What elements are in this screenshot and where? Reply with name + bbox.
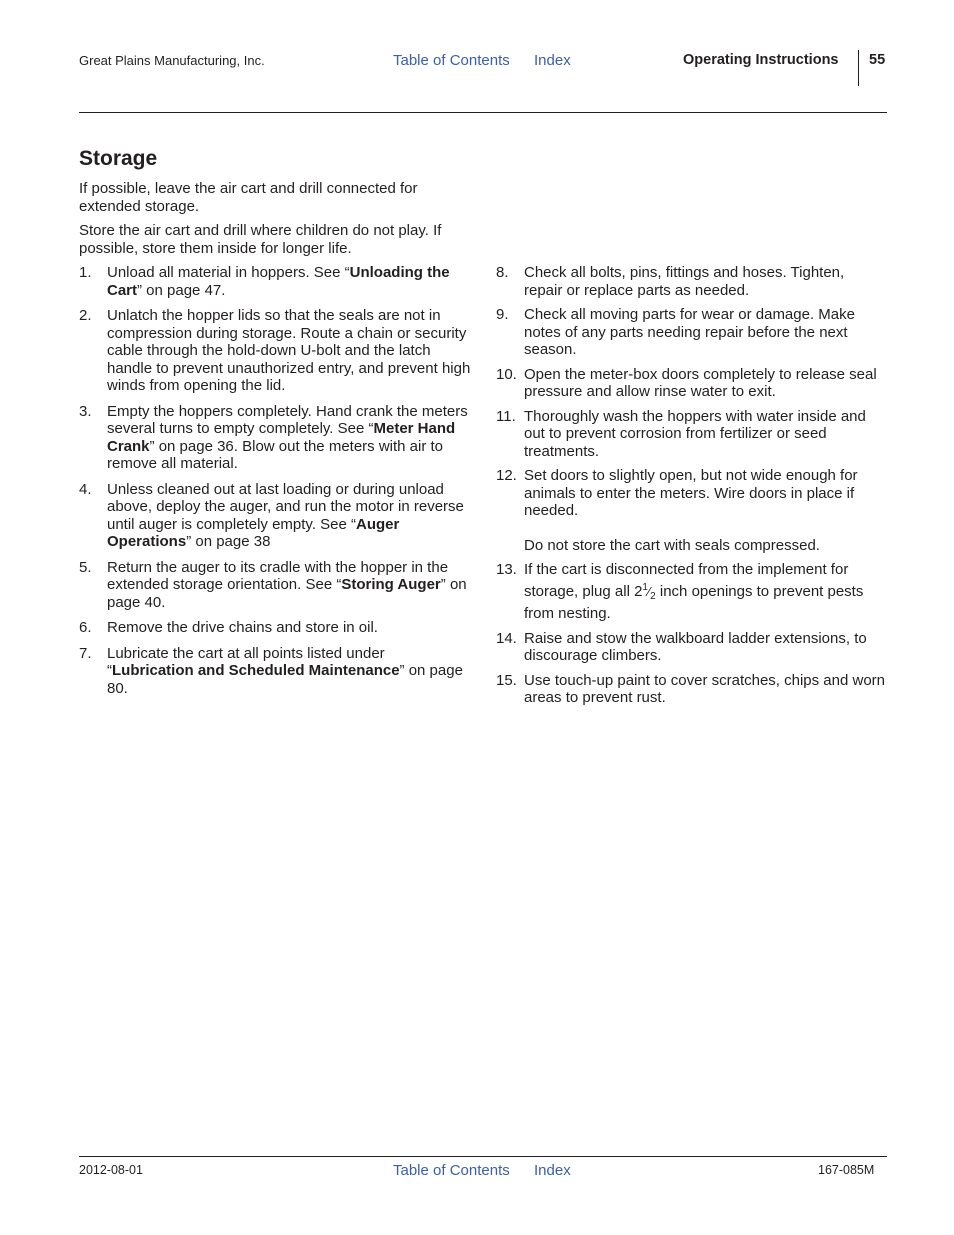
list-item <box>79 403 471 473</box>
document-number: 167-085M <box>818 1163 875 1177</box>
step-text: Thoroughly wash the hoppers with water inside and out to prevent corrosion from fertilizer or seed treatments. <box>524 407 866 460</box>
header-divider <box>858 50 859 86</box>
list-item <box>79 307 471 395</box>
storage-steps-right <box>496 264 886 707</box>
step-text: Use touch-up paint to cover scratches, chips and worn areas to prevent rust. <box>524 671 886 706</box>
step-text: If the cart is disconnected from the implement for storage, plug all $2^1⁄_2$ inch openings to prevent pests from nesting. <box>524 561 864 622</box>
table-of-contents-link[interactable]: Table of Contents <box>393 52 510 69</box>
page-title: Storage <box>79 147 158 170</box>
step-number: 5. <box>79 558 92 576</box>
list-item <box>79 619 471 637</box>
step-number: 1. <box>79 264 92 281</box>
list-item <box>496 672 886 707</box>
cross-reference: Storing Auger <box>341 576 441 593</box>
step-number: 4. <box>79 480 92 498</box>
step-number: 3. <box>79 402 92 420</box>
list-item <box>496 467 886 554</box>
storage-steps-left <box>79 264 471 697</box>
page-number: 55 <box>869 52 886 68</box>
step-text: Raise and stow the walkboard ladder extensions, to discourage climbers. <box>524 629 867 664</box>
list-item <box>496 630 886 665</box>
step-text: Return the auger to its cradle with the hopper in the extended storage orientation. See “Storing Auger” on page 40. <box>107 558 467 611</box>
company-name: Great Plains Manufacturing, Inc. <box>79 53 265 68</box>
list-item <box>79 264 471 299</box>
step-text: Open the meter-box doors completely to release seal pressure and allow rinse water to exit. <box>524 365 877 400</box>
list-item <box>496 408 886 461</box>
step-text: Lubricate the cart at all points listed under “Lubrication and Scheduled Maintenance” on page 80. <box>107 644 463 697</box>
index-link[interactable]: Index <box>534 52 571 69</box>
step-number: 12. <box>496 467 517 484</box>
footer-rule <box>79 1156 887 1157</box>
intro-paragraph-1: If possible, leave the air cart and drill connected for extended storage. <box>79 180 418 215</box>
list-item <box>79 559 471 612</box>
step-number: 14. <box>496 629 517 647</box>
footer-table-of-contents-link[interactable]: Table of Contents <box>393 1162 510 1179</box>
step-number: 8. <box>496 264 509 281</box>
step-text: Unload all material in hoppers. See “Unloading the Cart” on page 47. <box>107 264 450 299</box>
step-note: Do not store the cart with seals compressed. <box>524 536 820 554</box>
intro-paragraph-2: Store the air cart and drill where children do not play. If possible, store them inside for longer life. <box>79 222 442 257</box>
list-item <box>79 481 471 551</box>
list-item <box>496 366 886 401</box>
cross-reference: Meter Hand Crank <box>107 420 456 455</box>
step-number: 10. <box>496 365 517 383</box>
step-text: Empty the hoppers completely. Hand crank the meters several turns to empty completely. See “Meter Hand Crank” on page 36. Blow out the meters with air to remove all material. <box>107 402 468 472</box>
publication-date: 2012-08-01 <box>79 1163 143 1177</box>
list-item <box>496 561 886 623</box>
step-text: Set doors to slightly open, but not wide enough for animals to enter the meters. Wire doors in place if needed. <box>524 467 858 519</box>
list-item <box>496 306 886 359</box>
step-text: Unless cleaned out at last loading or during unload above, deploy the auger, and run the motor in reverse until auger is completely empty. See “Auger Operations” on page 38 <box>107 480 464 550</box>
footer-index-link[interactable]: Index <box>534 1162 571 1179</box>
step-number: 13. <box>496 561 517 578</box>
fraction: $^1⁄_2$ <box>642 581 656 602</box>
step-number: 15. <box>496 671 517 689</box>
section-title: Operating Instructions <box>683 52 839 68</box>
list-item <box>496 264 886 299</box>
header-rule <box>79 112 887 113</box>
cross-reference: Unloading the Cart <box>107 264 450 299</box>
step-text: Remove the drive chains and store in oil. <box>107 619 378 636</box>
cross-reference: Lubrication and Scheduled Maintenance <box>112 662 400 679</box>
step-text: Check all bolts, pins, fittings and hoses. Tighten, repair or replace parts as needed. <box>524 264 845 299</box>
cross-reference: Auger Operations <box>107 515 400 550</box>
step-text: Unlatch the hopper lids so that the seals are not in compression during storage. Route a chain or security cable through the hold-down U-bolt and the latch handle to prevent unauthorized entry, and prevent high winds from opening the lid. <box>107 307 471 394</box>
step-number: 6. <box>79 619 92 636</box>
step-text: Check all moving parts for wear or damage. Make notes of any parts needing repair before the next season. <box>524 306 855 358</box>
step-number: 9. <box>496 306 509 323</box>
list-item <box>79 645 471 698</box>
step-number: 7. <box>79 644 92 662</box>
step-number: 2. <box>79 307 92 324</box>
step-number: 11. <box>496 407 516 425</box>
